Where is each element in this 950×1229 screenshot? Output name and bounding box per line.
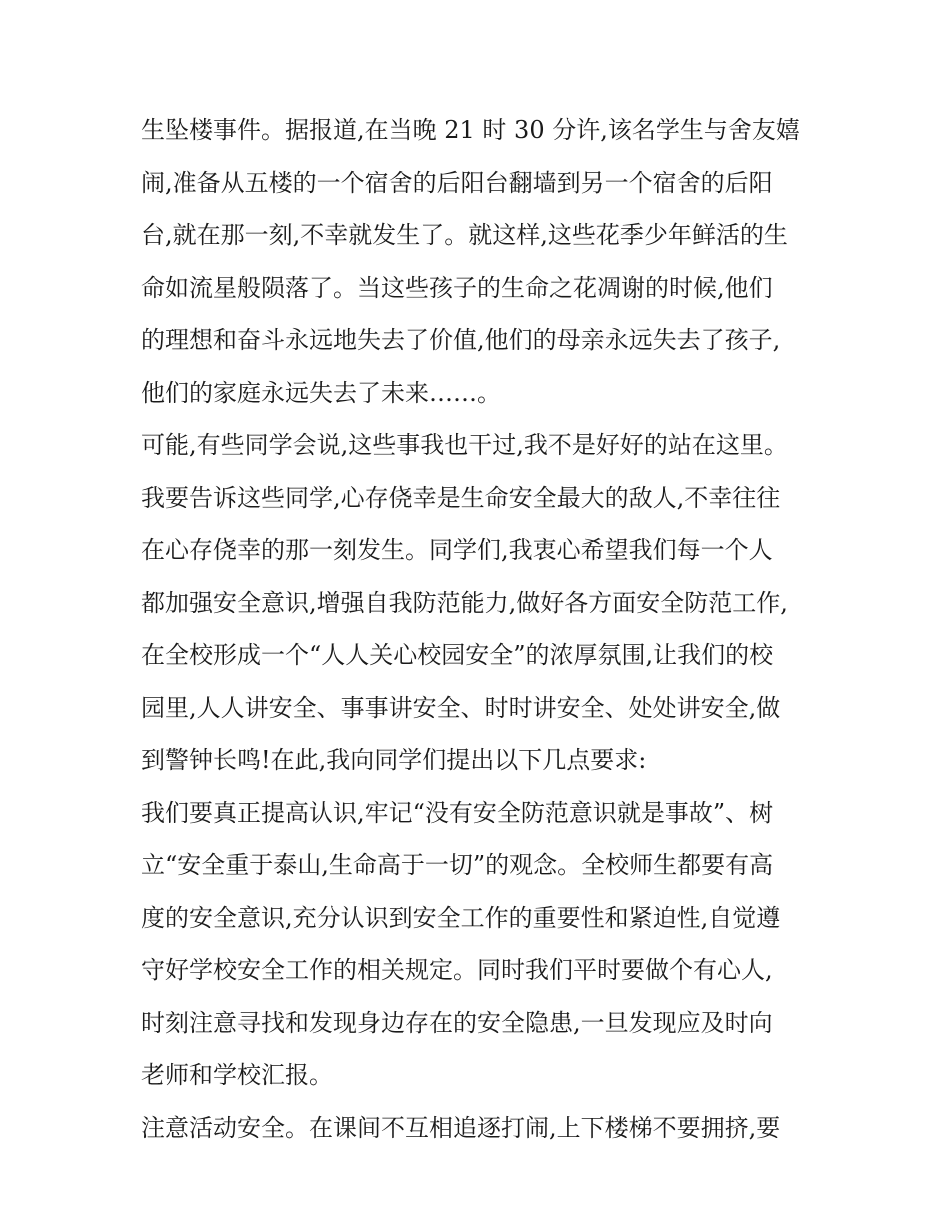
text-line: 可能,有些同学会说,这些事我也干过,我不是好好的站在这里。 xyxy=(141,431,788,459)
text-line: 都加强安全意识,增强自我防范能力,做好各方面安全防范工作, xyxy=(141,588,788,617)
text-line: 老师和学校汇报。 xyxy=(141,1061,333,1089)
text-line: 我们要真正提高认识,牢记“没有安全防范意识就是事故”、树 xyxy=(141,798,774,827)
text-line: 命如流星般陨落了。当这些孩子的生命之花凋谢的时候,他们 xyxy=(141,273,773,302)
text-line: 园里,人人讲安全、事事讲安全、时时讲安全、处处讲安全,做 xyxy=(141,693,781,722)
text-line: 的理想和奋斗永远地失去了价值,他们的母亲永远失去了孩子, xyxy=(141,326,781,354)
paragraph xyxy=(141,787,821,1102)
text-line: 在全校形成一个“人人关心校园安全”的浓厚氛围,让我们的校 xyxy=(141,641,774,669)
text-line: 在心存侥幸的那一刻发生。同学们,我衷心希望我们每一个人 xyxy=(141,536,773,564)
paragraph xyxy=(141,1102,821,1155)
text-line: 时刻注意寻找和发现身边存在的安全隐患,一旦发现应及时向 xyxy=(141,1008,773,1037)
text-line: 闹,准备从五楼的一个宿舍的后阳台翻墙到另一个宿舍的后阳 xyxy=(141,168,773,197)
text-line: 度的安全意识,充分认识到安全工作的重要性和紧迫性,自觉遵 xyxy=(141,903,781,932)
text-line: 注意活动安全。在课间不互相追逐打闹,上下楼梯不要拥挤,要 xyxy=(141,1113,781,1142)
body-text xyxy=(141,104,821,1154)
paragraph xyxy=(141,419,821,787)
text-line: 到警钟长鸣!在此,我向同学们提出以下几点要求: xyxy=(141,746,647,774)
text-line: 守好学校安全工作的相关规定。同时我们平时要做个有心人, xyxy=(141,956,773,984)
text-line: 我要告诉这些同学,心存侥幸是生命安全最大的敌人,不幸往往 xyxy=(141,483,781,512)
text-line: 立“安全重于泰山,生命高于一切”的观念。全校师生都要有高 xyxy=(141,851,774,879)
paragraph xyxy=(141,104,821,419)
text-line: 生坠楼事件。据报道,在当晚 21 时 30 分许,该名学生与舍友嬉 xyxy=(141,116,800,144)
text-line: 他们的家庭永远失去了未来……。 xyxy=(141,378,501,407)
text-line: 台,就在那一刻,不幸就发生了。就这样,这些花季少年鲜活的生 xyxy=(141,221,788,249)
